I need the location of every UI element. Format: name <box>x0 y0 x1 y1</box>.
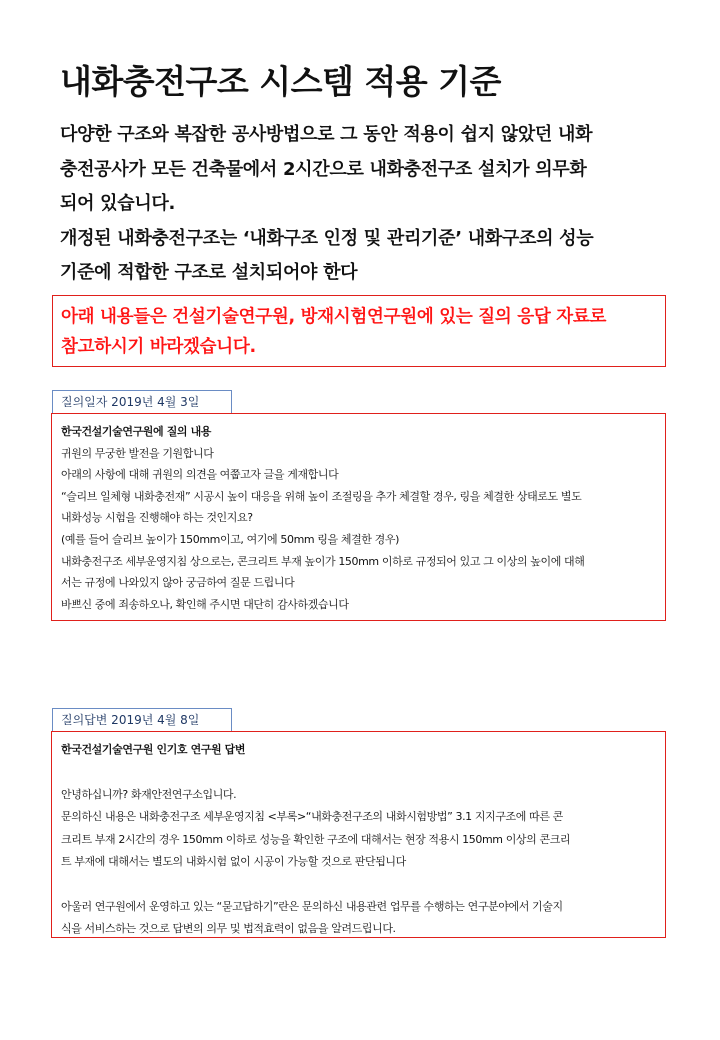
page-title: 내화충전구조 시스템 적용 기준 <box>60 62 501 101</box>
intro-line: 되어 있습니다. <box>60 193 176 214</box>
question-line: 귀원의 무궁한 발전을 기원합니다 <box>61 446 214 460</box>
question-line: 바쁘신 중에 죄송하오나, 확인해 주시면 대단히 감사하겠습니다 <box>61 597 349 611</box>
intro-line: 개정된 내화충전구조는 ‘내화구조 인정 및 관리기준’ 내화구조의 성능 <box>60 227 594 249</box>
notice-line: 아래 내용들은 건설기술연구원, 방재시험연구원에 있는 질의 응답 자료로 <box>61 307 607 327</box>
question-line: “슬리브 일체형 내화충전재” 시공시 높이 대응을 위해 높이 조절링을 추가 체결할 경우, 링을 체결한 상태로도 별도 <box>61 489 582 503</box>
intro-text <box>60 118 680 291</box>
notice-box <box>52 295 666 367</box>
question-line: 아래의 사항에 대해 귀원의 의견을 여쭙고자 글을 게재합니다 <box>61 468 339 482</box>
question-box <box>51 413 666 621</box>
question-line: (예를 들어 슬리브 높이가 150mm이고, 여기에 50mm 링을 체결한 경우) <box>61 532 399 546</box>
answer-line: 식을 서비스하는 것으로 답변의 의무 및 법적효력이 없음을 알려드립니다. <box>61 922 396 936</box>
answer-date-tab: 질의답변 2019년 4월 8일 <box>52 708 232 731</box>
answer-line: 안녕하십니까? 화재안전연구소입니다. <box>61 787 237 801</box>
question-line: 내화충전구조 세부운영지침 상으로는, 콘크리트 부재 높이가 150mm 이하로 규정되어 있고 그 이상의 높이에 대해 <box>61 554 585 568</box>
question-line: 서는 규정에 나와있지 않아 궁금하여 질문 드립니다 <box>61 576 295 590</box>
question-heading: 한국건설기술연구원에 질의 내용 <box>61 425 212 438</box>
question-line: 내화성능 시험을 진행해야 하는 것인지요? <box>61 511 253 525</box>
question-date-tab: 질의일자 2019년 4월 3일 <box>52 390 232 413</box>
answer-line: 크리트 부재 2시간의 경우 150mm 이하로 성능을 확인한 구조에 대해서는 현장 적용시 150mm 이상의 콘크리 <box>61 832 571 846</box>
blank-line <box>61 873 656 895</box>
answer-line: 트 부재에 대해서는 별도의 내화시험 없이 시공이 가능할 것으로 판단됩니다 <box>61 855 406 869</box>
notice-line: 참고하시기 바라겠습니다. <box>61 337 256 357</box>
answer-line: 문의하신 내용은 내화충전구조 세부운영지침 <부록>“내화충전구조의 내화시험방법” 3.1 지지구조에 따른 콘 <box>61 810 563 824</box>
intro-line: 충전공사가 모든 건축물에서 2시간으로 내화충전구조 설치가 의무화 <box>60 158 587 180</box>
intro-line: 다양한 구조와 복잡한 공사방법으로 그 동안 적용이 쉽지 않았던 내화 <box>60 124 593 145</box>
answer-box <box>51 731 666 938</box>
answer-line: 아울러 연구원에서 운영하고 있는 “묻고답하기”란은 문의하신 내용관련 업무를 수행하는 연구분야에서 기술지 <box>61 899 563 913</box>
intro-line: 기준에 적합한 구조로 설치되어야 한다 <box>60 262 358 283</box>
blank-line <box>61 761 656 783</box>
answer-heading: 한국건설기술연구원 인기호 연구원 답변 <box>61 743 246 756</box>
